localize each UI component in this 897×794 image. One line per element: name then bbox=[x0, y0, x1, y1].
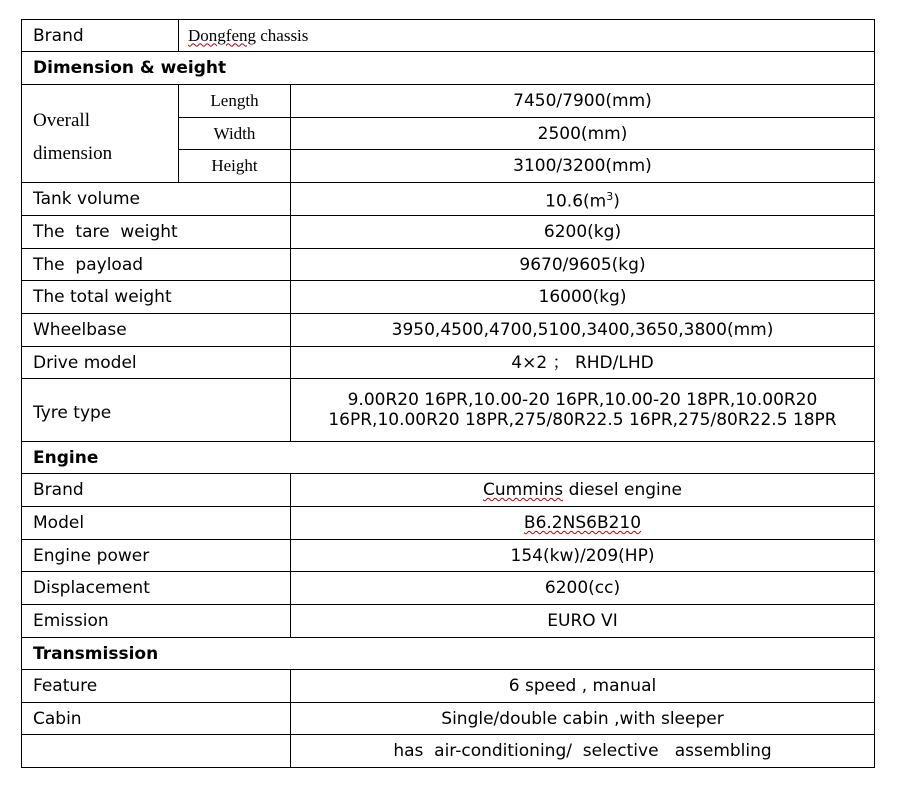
wheelbase-row bbox=[22, 314, 875, 347]
displacement-row bbox=[22, 572, 875, 605]
feature-value: 6 speed , manual bbox=[291, 670, 875, 703]
engine-brand-value bbox=[291, 474, 875, 507]
cabin-value-line1: Single/double cabin ,with sleeper bbox=[291, 703, 875, 735]
section-engine-row bbox=[22, 442, 875, 474]
emission-row bbox=[22, 605, 875, 638]
length-row bbox=[22, 85, 875, 118]
length-label: Length bbox=[179, 85, 291, 118]
tank-volume-label: Tank volume bbox=[22, 183, 291, 216]
engine-brand-label: Brand bbox=[22, 474, 291, 507]
brand-label: Brand bbox=[22, 20, 179, 52]
payload-label: The payload bbox=[22, 249, 291, 281]
feature-label: Feature bbox=[22, 670, 291, 703]
tyre-type-label: Tyre type bbox=[22, 379, 291, 442]
height-value: 3100/3200(mm) bbox=[291, 150, 875, 183]
tank-volume-prefix: 10.6(m bbox=[545, 191, 607, 212]
brand-value bbox=[179, 20, 875, 52]
total-weight-label: The total weight bbox=[22, 281, 291, 314]
width-value: 2500(mm) bbox=[291, 118, 875, 150]
cabin-value-line2: has air-conditioning/ selective assembling bbox=[291, 735, 875, 768]
tank-volume-value bbox=[291, 183, 875, 216]
tyre-type-row bbox=[22, 379, 875, 442]
drive-model-row bbox=[22, 347, 875, 379]
tyre-type-line1: 9.00R20 16PR,10.00-20 16PR,10.00-20 18PR,10.00R20 bbox=[347, 390, 818, 410]
total-weight-row bbox=[22, 281, 875, 314]
tyre-type-value bbox=[291, 379, 875, 442]
section-engine-title: Engine bbox=[22, 442, 875, 474]
feature-row bbox=[22, 670, 875, 703]
drive-model-value: 4×2 ； RHD/LHD bbox=[291, 347, 875, 379]
engine-model-row bbox=[22, 507, 875, 540]
wheelbase-value: 3950,4500,4700,5100,3400,3650,3800(mm) bbox=[291, 314, 875, 347]
payload-row bbox=[22, 249, 875, 281]
cabin-row-continued bbox=[22, 735, 875, 768]
engine-model-label: Model bbox=[22, 507, 291, 540]
brand-value-suffix: chassis bbox=[260, 25, 309, 45]
emission-value: EURO VI bbox=[291, 605, 875, 638]
emission-label: Emission bbox=[22, 605, 291, 638]
engine-brand-row bbox=[22, 474, 875, 507]
engine-brand-suffix: diesel engine bbox=[568, 480, 682, 500]
wheelbase-label: Wheelbase bbox=[22, 314, 291, 347]
engine-model-text: B6.2NS6B210 bbox=[523, 513, 642, 533]
drive-model-label: Drive model bbox=[22, 347, 291, 379]
tank-volume-superscript: 3 bbox=[606, 189, 614, 203]
section-transmission-title: Transmission bbox=[22, 638, 875, 670]
tare-weight-row bbox=[22, 216, 875, 249]
section-dimension-row bbox=[22, 52, 875, 85]
height-label: Height bbox=[179, 150, 291, 183]
tyre-type-line2: 16PR,10.00R20 18PR,275/80R22.5 16PR,275/80R22.5 18PR bbox=[328, 410, 837, 430]
engine-power-row bbox=[22, 540, 875, 572]
payload-value: 9670/9605(kg) bbox=[291, 249, 875, 281]
engine-model-value bbox=[291, 507, 875, 540]
engine-power-label: Engine power bbox=[22, 540, 291, 572]
section-dimension-title: Dimension & weight bbox=[22, 52, 875, 85]
width-label: Width bbox=[179, 118, 291, 150]
tare-weight-label: The tare weight bbox=[22, 216, 291, 249]
overall-dimension-label bbox=[22, 85, 179, 183]
overall-dimension-line1: Overall bbox=[33, 110, 90, 131]
spec-table bbox=[21, 19, 875, 768]
engine-power-value: 154(kw)/209(HP) bbox=[291, 540, 875, 572]
displacement-label: Displacement bbox=[22, 572, 291, 605]
brand-value-name: Dongfeng bbox=[188, 25, 256, 45]
cabin-row bbox=[22, 703, 875, 735]
engine-brand-name: Cummins bbox=[483, 480, 564, 500]
cabin-label-empty bbox=[22, 735, 291, 768]
section-transmission-row bbox=[22, 638, 875, 670]
tank-volume-suffix: ) bbox=[613, 191, 620, 212]
cabin-label: Cabin bbox=[22, 703, 291, 735]
tank-volume-row bbox=[22, 183, 875, 216]
displacement-value: 6200(cc) bbox=[291, 572, 875, 605]
overall-dimension-line2: dimension bbox=[33, 143, 113, 164]
total-weight-value: 16000(kg) bbox=[291, 281, 875, 314]
length-value: 7450/7900(mm) bbox=[291, 85, 875, 118]
brand-row bbox=[22, 20, 875, 52]
tare-weight-value: 6200(kg) bbox=[291, 216, 875, 249]
